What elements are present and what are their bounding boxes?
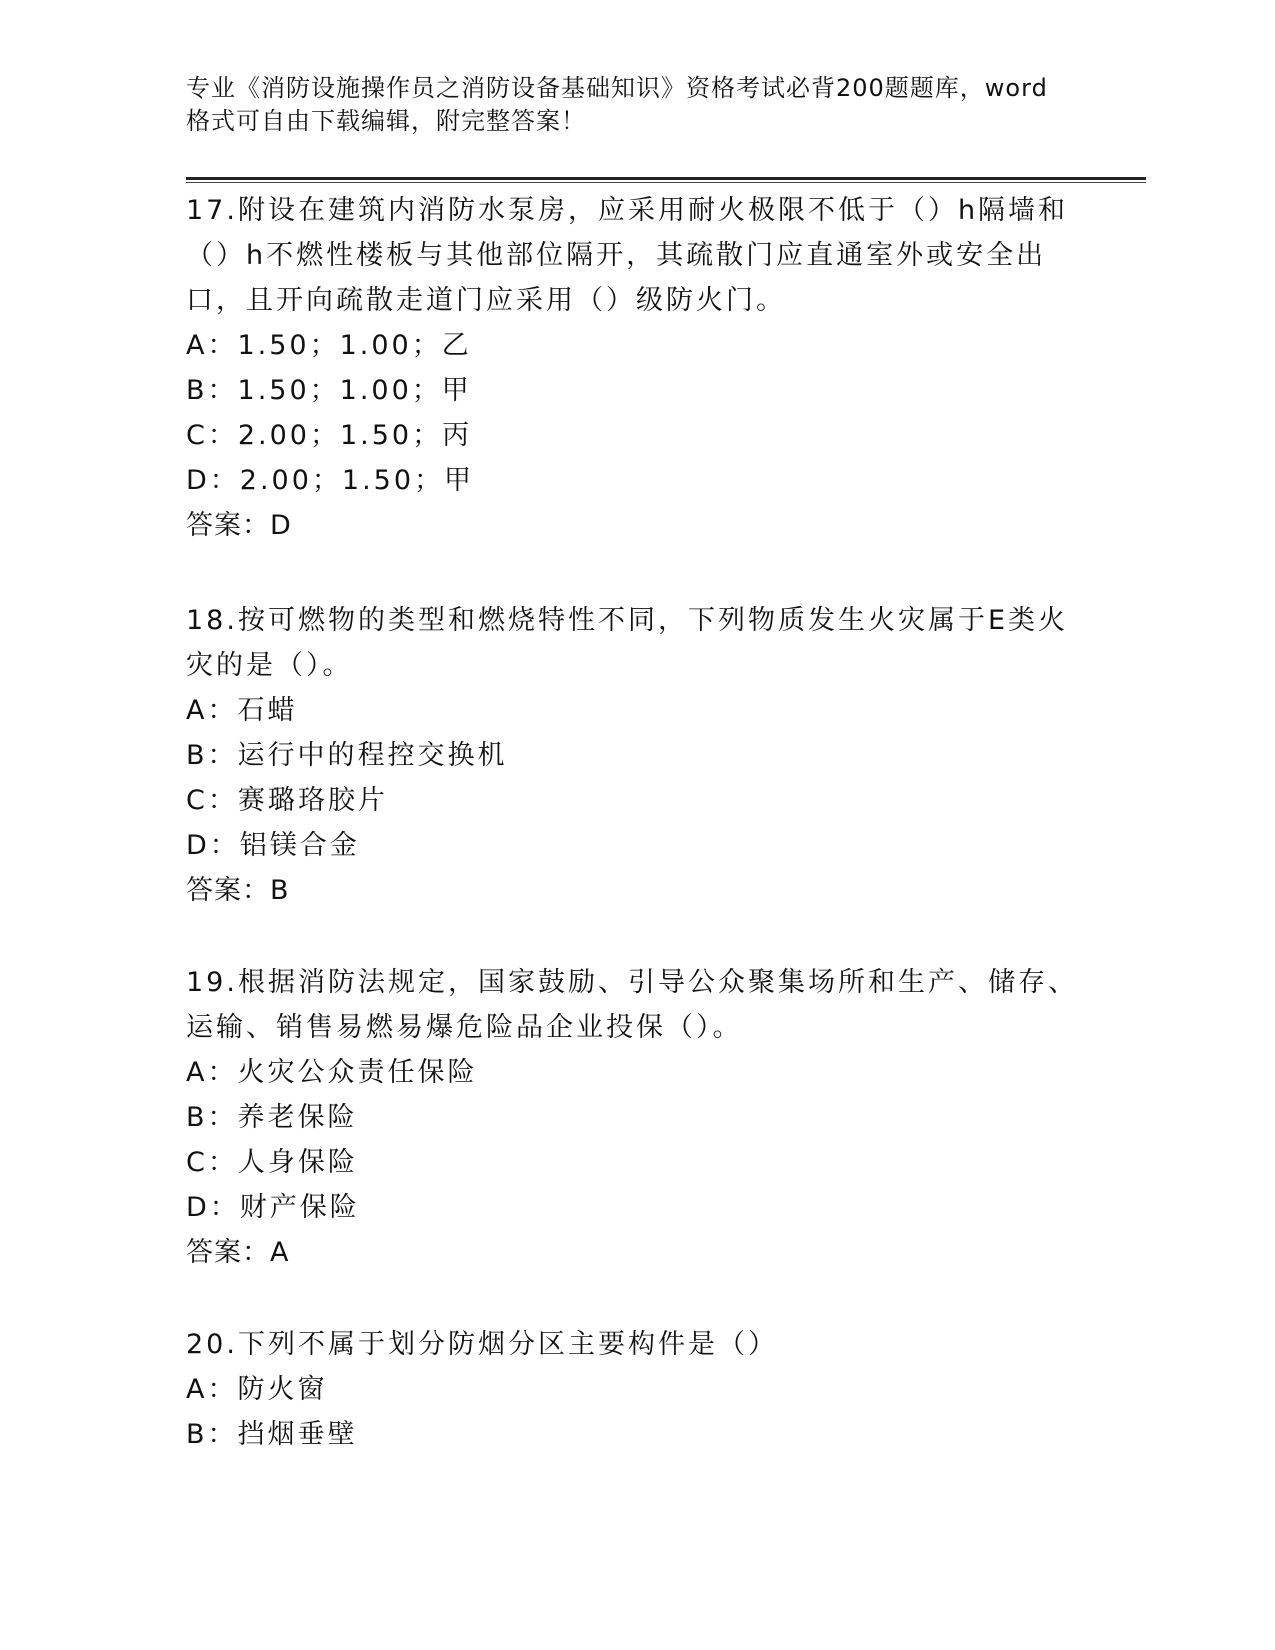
question-19 (186, 960, 1086, 1275)
question-text: 18.按可燃物的类型和燃烧特性不同，下列物质发生火灾属于E类火灾的是（）。 (186, 605, 1068, 681)
option-b: B：运行中的程控交换机 (186, 740, 508, 771)
answer-line: 答案：A (186, 1237, 290, 1268)
option-a: A：火灾公众责任保险 (186, 1057, 478, 1088)
option-c: C：2.00；1.50；丙 (186, 420, 473, 451)
question-text: 17.附设在建筑内消防水泵房，应采用耐火极限不低于（）h隔墙和（）h不燃性楼板与其他部位隔开，其疏散门应直通室外或安全出口，且开向疏散走道门应采用（）级防火门。 (186, 195, 1069, 316)
option-c: C：人身保险 (186, 1147, 358, 1178)
option-a: A：1.50；1.00；乙 (186, 330, 472, 361)
option-a: A：石蜡 (186, 695, 298, 726)
option-b: B：养老保险 (186, 1102, 358, 1133)
question-text: 20.下列不属于划分防烟分区主要构件是（） (186, 1329, 778, 1360)
document-header: 专业《消防设施操作员之消防设备基础知识》资格考试必背200题题库，word格式可自由下载编辑，附完整答案！ (186, 74, 1048, 135)
answer-line: 答案：B (186, 875, 290, 906)
option-b: B：1.50；1.00；甲 (186, 375, 472, 406)
option-d: D：铝镁合金 (186, 830, 360, 861)
question-17 (186, 188, 1086, 548)
option-b: B：挡烟垂壁 (186, 1419, 358, 1450)
option-a: A：防火窗 (186, 1374, 328, 1405)
option-d: D：2.00；1.50；甲 (186, 465, 475, 496)
option-d: D：财产保险 (186, 1192, 360, 1223)
option-c: C：赛璐珞胶片 (186, 785, 388, 816)
question-18 (186, 598, 1086, 913)
header-divider-thin (186, 182, 1146, 183)
header-divider-thick (186, 177, 1146, 180)
question-20 (186, 1322, 1086, 1457)
answer-line: 答案：D (186, 510, 292, 541)
question-text: 19.根据消防法规定，国家鼓励、引导公众聚集场所和生产、储存、运输、销售易燃易爆危险品企业投保（）。 (186, 967, 1078, 1043)
